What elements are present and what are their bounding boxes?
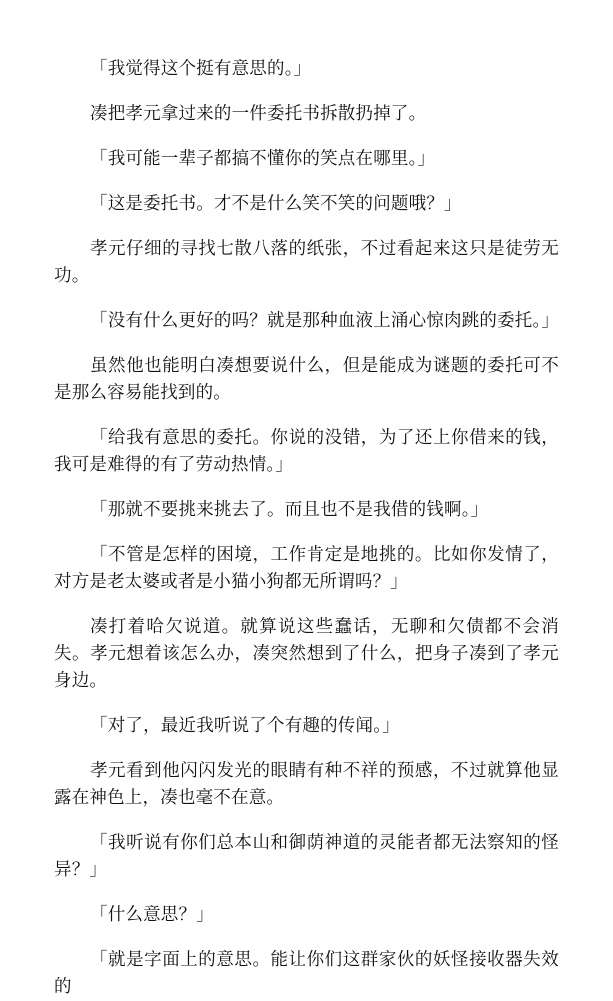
- paragraph: 「我觉得这个挺有意思的。」: [90, 59, 312, 79]
- paragraph: 「我听说有你们总本山和御荫神道的灵能者都无法察知的怪异？」: [54, 833, 559, 880]
- paragraph: 「那就不要挑来挑去了。而且也不是我借的钱啊。」: [90, 500, 489, 520]
- paragraph: 凑把孝元拿过来的一件委托书拆散扔掉了。: [90, 104, 427, 124]
- paragraph: 「这是委托书。才不是什么笑不笑的问题哦？」: [90, 194, 462, 214]
- paragraph: 「给我有意思的委托。你说的没错，为了还上你借来的钱，我可是难得的有了劳动热情。」: [54, 428, 559, 475]
- paragraph: 「我可能一辈子都搞不懂你的笑点在哪里。」: [90, 149, 436, 169]
- paragraph: 凑打着哈欠说道。就算说这些蠢话，无聊和欠债都不会消失。孝元想着该怎么办，凑突然想到了什么，把身子凑到了孝元身边。: [54, 617, 559, 691]
- paragraph: 「不管是怎样的困境，工作肯定是地挑的。比如你发情了，对方是老太婆或者是小猫小狗都无所谓吗？」: [54, 545, 559, 592]
- paragraph: 「没有什么更好的吗？就是那种血液上涌心惊肉跳的委托。」: [90, 311, 560, 331]
- paragraph: 「就是字面上的意思。能让你们这群家伙的妖怪接收器失效的: [54, 950, 559, 997]
- paragraph: 孝元仔细的寻找七散八落的纸张，不过看起来这只是徒劳无功。: [54, 239, 559, 286]
- paragraph: 孝元看到他闪闪发光的眼睛有种不祥的预感，不过就算他显露在神色上，凑也毫不在意。: [54, 761, 559, 808]
- paragraph: 「什么意思？」: [90, 905, 214, 925]
- paragraph: 虽然他也能明白凑想要说什么，但是能成为谜题的委托可不是那么容易能找到的。: [54, 356, 559, 403]
- paragraph: 「对了，最近我听说了个有趣的传闻。」: [90, 716, 400, 736]
